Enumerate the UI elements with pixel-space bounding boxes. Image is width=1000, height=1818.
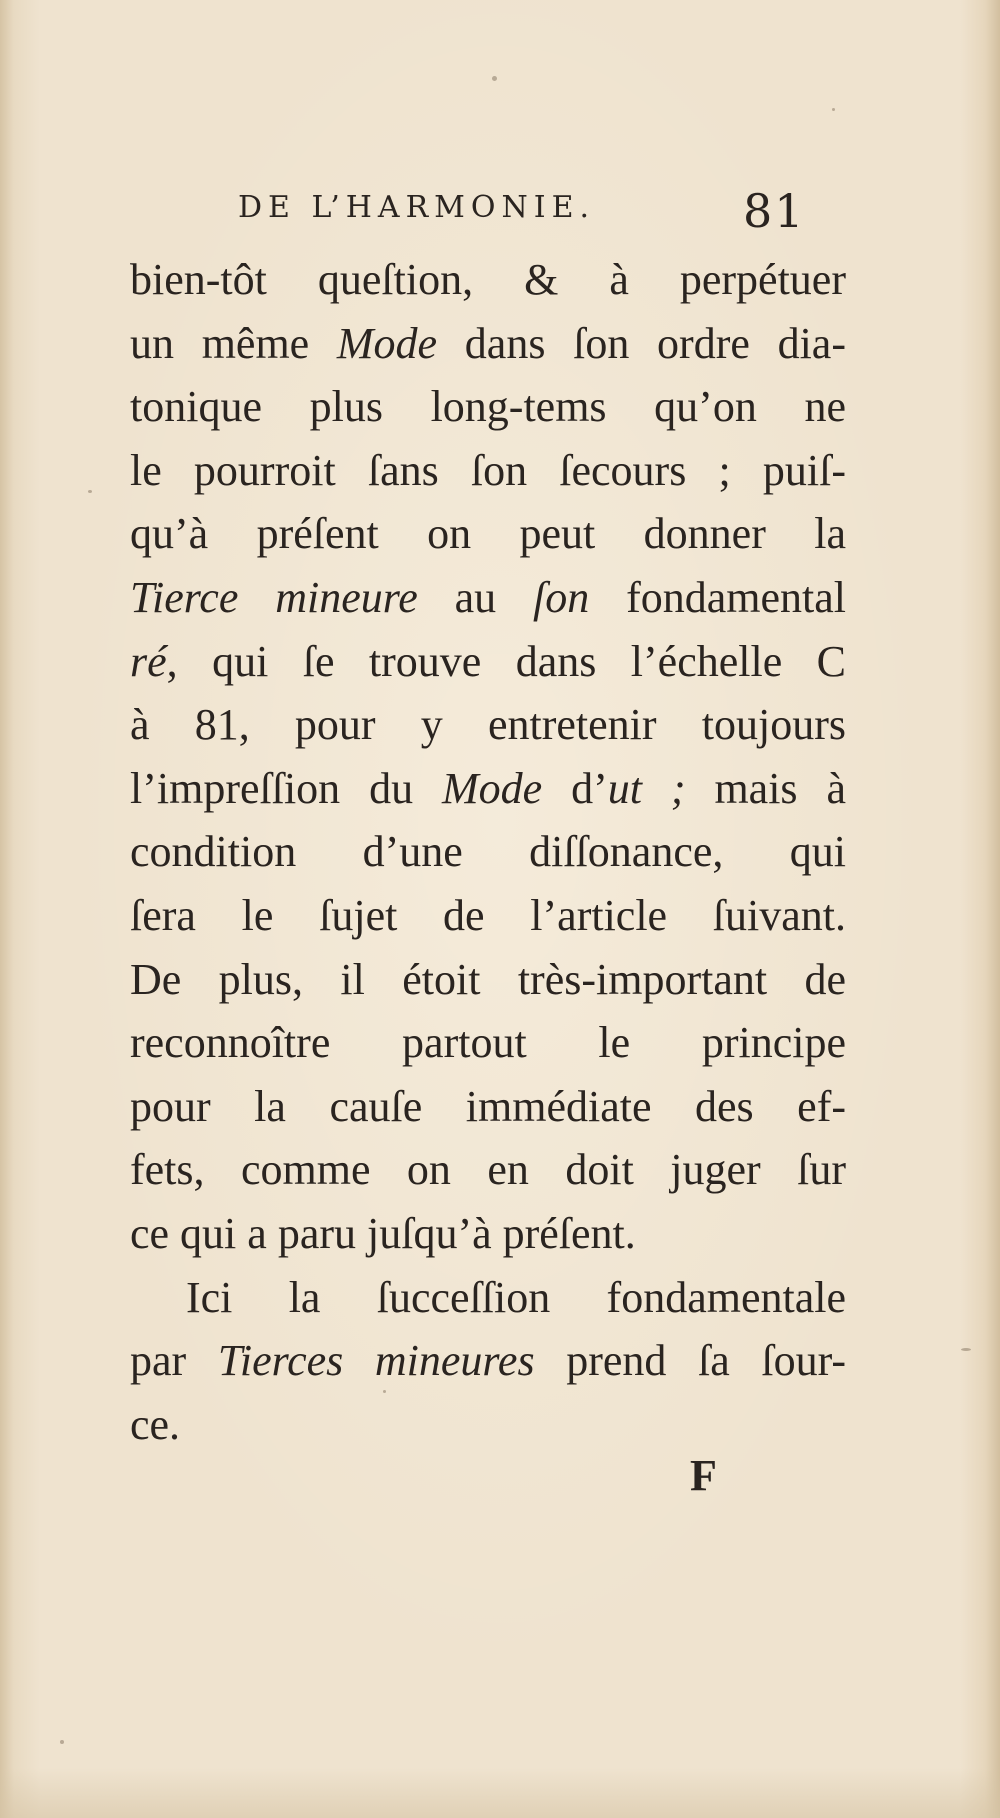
text-line <box>130 502 846 566</box>
italic-text: Tierce mineure <box>130 572 418 622</box>
page-edge-shadow <box>0 1768 1000 1818</box>
text-line <box>130 1011 846 1075</box>
italic-text: ſon <box>532 572 590 622</box>
text-span: Ici la ſucceſſion fondamentale <box>186 1272 846 1322</box>
text-span: pour la cauſe immédiate des ef- <box>130 1081 846 1131</box>
paper-speck <box>383 1390 386 1393</box>
italic-text: Mode <box>442 763 543 813</box>
text-line <box>130 248 846 312</box>
text-line <box>130 375 846 439</box>
text-span: un même <box>130 318 337 368</box>
text-span: mais à <box>685 763 846 813</box>
text-line <box>130 1329 846 1393</box>
text-span: qu’à préſent on peut donner la <box>130 509 846 559</box>
text-span: bien-tôt queſtion, & à perpétuer <box>130 255 846 304</box>
text-span: fets, comme on en doit juger ſur <box>130 1145 846 1195</box>
paper-speck <box>492 76 497 81</box>
paper-speck <box>832 108 835 111</box>
text-span: , qui ſe trouve dans l’échelle C <box>166 636 846 686</box>
signature-mark: F <box>690 1451 717 1500</box>
text-span: à 81, pour y entretenir toujours <box>130 700 846 750</box>
text-span: par <box>130 1336 218 1386</box>
text-span: ce. <box>130 1399 181 1449</box>
text-line <box>130 1266 846 1330</box>
text-line <box>130 1202 846 1266</box>
italic-text: ré <box>130 636 167 686</box>
text-line <box>130 1138 846 1202</box>
running-head <box>238 184 838 240</box>
text-span: De plus, il étoit très-important de <box>130 954 846 1004</box>
text-span: le pourroit ſans ſon ſecours ; puiſ- <box>130 445 846 495</box>
text-line <box>130 439 846 503</box>
italic-text: ut ; <box>607 763 686 813</box>
text-span: condition d’une diſſonance, qui <box>130 827 846 877</box>
text-line <box>130 757 846 821</box>
text-span: l’impreſſion du <box>130 763 442 813</box>
text-span: prend ſa ſour- <box>534 1336 847 1386</box>
text-line <box>130 566 846 630</box>
running-head-title: DE L’HARMONIE. <box>238 190 596 225</box>
paper-speck <box>60 1740 64 1744</box>
page-number: 81 <box>743 184 806 238</box>
text-span: d’ <box>542 763 608 813</box>
paper-speck <box>88 490 92 493</box>
text-line <box>130 884 846 948</box>
text-span: au <box>417 572 533 622</box>
text-line <box>130 693 846 757</box>
text-span: ce qui a paru juſqu’à préſent. <box>130 1208 636 1258</box>
paper-speck <box>961 1348 971 1351</box>
italic-text: Tierces mineures <box>217 1336 535 1386</box>
text-line <box>130 312 846 376</box>
text-line <box>130 948 846 1012</box>
text-line <box>130 630 846 694</box>
text-span: dans ſon ordre dia- <box>437 318 846 368</box>
text-span: fondamental <box>589 572 846 622</box>
text-span: reconnoître partout le principe <box>130 1018 846 1068</box>
italic-text: Mode <box>336 318 438 368</box>
body-text <box>130 248 846 1456</box>
text-line <box>130 820 846 884</box>
text-line <box>130 1075 846 1139</box>
text-span: tonique plus long-tems qu’on ne <box>130 382 846 432</box>
text-line <box>130 1393 846 1457</box>
text-span: ſera le ſujet de l’article ſuivant. <box>130 890 846 940</box>
